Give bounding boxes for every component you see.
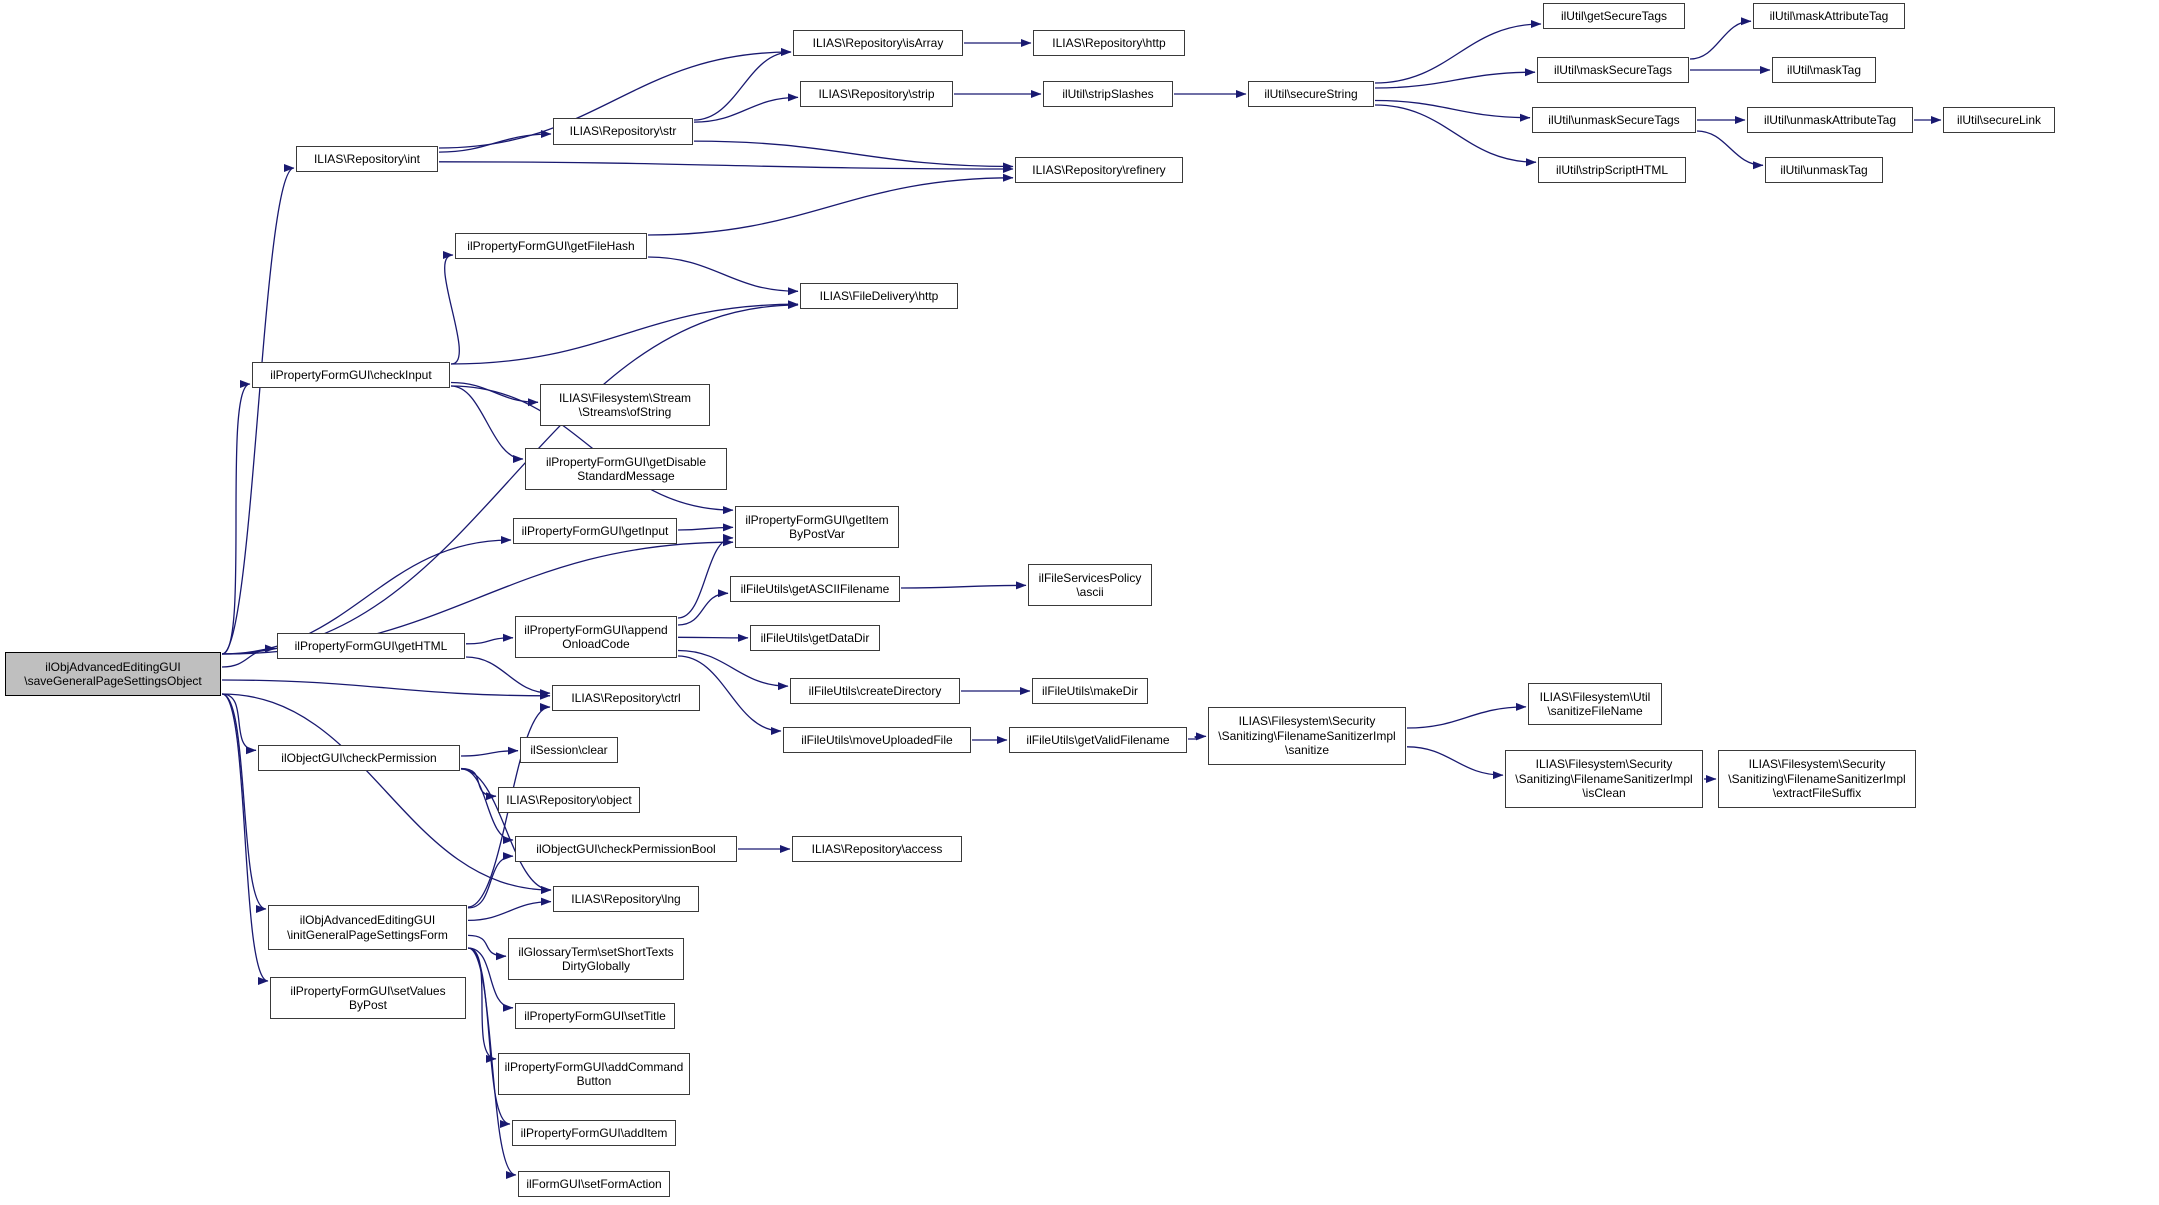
graph-node-label: ilPropertyFormGUI\getFileHash (467, 238, 635, 253)
graph-node-label: ilPropertyFormGUI\getInput (521, 523, 669, 538)
graph-node-maskattributetag[interactable] (1753, 3, 1905, 29)
graph-node-label: \Sanitizing\FilenameSanitizerImpl (1515, 771, 1693, 786)
graph-node-additem[interactable] (512, 1120, 676, 1146)
graph-node-str[interactable] (553, 118, 693, 145)
graph-node-label: ilUtil\unmaskTag (1780, 162, 1868, 177)
graph-node-label: StandardMessage (577, 469, 675, 483)
call-edge-init-to-checkpermissionbool (468, 856, 513, 908)
graph-node-label: ilFileUtils\getDataDir (760, 630, 870, 645)
graph-node-label: ilUtil\maskAttributeTag (1769, 8, 1889, 23)
call-edge-root-to-ctrl (222, 680, 550, 696)
graph-node-label: ILIAS\Filesystem\Security (1535, 757, 1673, 772)
graph-node-label: ilObjectGUI\checkPermission (281, 750, 437, 765)
graph-node-label: ILIAS\Repository\strip (818, 86, 935, 101)
call-edge-init-to-addcommandbutton (468, 948, 496, 1059)
graph-node-stripscripthtml[interactable] (1538, 157, 1686, 183)
graph-node-label: ILIAS\Repository\lng (571, 891, 681, 906)
graph-node-init[interactable] (268, 905, 467, 950)
graph-node-appendonload[interactable] (515, 616, 677, 658)
graph-node-root[interactable] (5, 652, 221, 696)
graph-node-settitle[interactable] (515, 1003, 675, 1029)
graph-node-label: ILIAS\Repository\http (1052, 35, 1166, 50)
graph-node-lng[interactable] (553, 886, 699, 912)
graph-node-securelink[interactable] (1943, 107, 2055, 133)
graph-node-checkinput[interactable] (252, 362, 450, 388)
graph-node-getdisable[interactable] (525, 448, 727, 490)
graph-node-sessionclear[interactable] (520, 737, 618, 763)
graph-node-label: ILIAS\Repository\str (569, 124, 677, 139)
graph-node-label: ilFormGUI\setFormAction (526, 1176, 662, 1191)
call-edge-appendonload-to-getasciifilename (678, 593, 728, 625)
graph-node-label: ILIAS\Repository\access (811, 841, 943, 856)
graph-node-refinery[interactable] (1015, 157, 1183, 183)
graph-node-setvaluesbypost[interactable] (270, 977, 466, 1019)
graph-node-sanitizefilename[interactable] (1528, 683, 1662, 725)
graph-node-label: ILIAS\Filesystem\Stream (558, 390, 692, 405)
call-edge-root-to-gethtml (222, 649, 275, 668)
call-edge-securestring-to-getsecuretags (1375, 24, 1541, 83)
call-edge-getvalidfilename-to-sanitize (1188, 736, 1206, 739)
graph-node-label: ilFileServicesPolicy (1038, 570, 1142, 585)
graph-node-label: DirtyGlobally (561, 959, 630, 973)
graph-node-label: ILIAS\Filesystem\Security (1748, 757, 1886, 772)
graph-node-label: OnloadCode (562, 637, 630, 651)
graph-node-label: ilUtil\secureLink (1956, 112, 2042, 127)
graph-node-label: ILIAS\FileDelivery\http (819, 288, 939, 303)
graph-node-addcommandbutton[interactable] (498, 1053, 690, 1095)
graph-node-isclean[interactable] (1505, 750, 1703, 808)
graph-node-sanitize[interactable] (1208, 707, 1406, 765)
graph-node-label: ilUtil\stripScriptHTML (1555, 162, 1668, 177)
call-edge-securestring-to-unmasksecuretags (1375, 101, 1530, 118)
graph-node-label: ilUtil\unmaskAttributeTag (1763, 112, 1897, 127)
graph-node-label: ilPropertyFormGUI\setValues (290, 983, 446, 998)
graph-node-label: ilObjectGUI\checkPermissionBool (536, 841, 716, 856)
call-edge-securestring-to-stripscripthtml (1375, 105, 1536, 162)
graph-node-label: ILIAS\Filesystem\Security (1238, 714, 1376, 729)
call-edge-gethtml-to-ctrl (466, 657, 550, 693)
graph-node-label: ilPropertyFormGUI\append (524, 622, 668, 637)
graph-node-checkpermission[interactable] (258, 745, 460, 771)
graph-node-label: ilObjAdvancedEditingGUI (299, 913, 436, 927)
call-edge-getfilehash-to-fd_http (648, 257, 798, 291)
graph-node-label: ilUtil\secureString (1264, 86, 1358, 101)
graph-node-fsp_ascii[interactable] (1028, 564, 1152, 606)
graph-node-getsecuretags[interactable] (1543, 3, 1685, 29)
graph-node-label: ilPropertyFormGUI\getHTML (294, 638, 448, 653)
call-edge-gethtml-to-appendonload (466, 638, 513, 644)
call-edge-unmasksecuretags-to-unmasktag (1697, 131, 1763, 165)
call-edge-appendonload-to-createdirectory (678, 651, 788, 687)
graph-node-masktag[interactable] (1772, 57, 1876, 83)
graph-node-label: ILIAS\Repository\isArray (812, 35, 944, 50)
graph-node-label: ByPost (348, 998, 387, 1012)
graph-node-label: ilUtil\maskTag (1786, 62, 1861, 77)
graph-node-securestring[interactable] (1248, 81, 1374, 107)
graph-node-label: ByPostVar (789, 527, 845, 541)
call-edge-init-to-setshorttexts (468, 935, 506, 956)
graph-node-stripslashes[interactable] (1043, 81, 1173, 107)
graph-node-label: ilPropertyFormGUI\getItem (745, 512, 889, 527)
call-edge-root-to-int (222, 168, 294, 654)
graph-node-label: \sanitize (1284, 743, 1330, 758)
graph-node-label: ILIAS\Repository\object (506, 792, 632, 807)
call-edge-init-to-lng (468, 902, 551, 921)
graph-node-label: ILIAS\Repository\refinery (1032, 162, 1166, 177)
graph-node-label: ILIAS\Repository\int (313, 151, 421, 166)
graph-node-getvalidfilename[interactable] (1009, 727, 1187, 753)
call-edge-checkpermission-to-sessionclear (461, 751, 518, 756)
graph-node-label: ilFileUtils\moveUploadedFile (801, 732, 953, 747)
graph-node-createdirectory[interactable] (790, 678, 960, 704)
graph-node-getdatadir[interactable] (750, 625, 880, 651)
graph-node-ctrl[interactable] (552, 685, 700, 711)
graph-node-setformaction[interactable] (518, 1171, 670, 1197)
graph-node-gethtml[interactable] (277, 633, 465, 659)
graph-node-label: ilUtil\stripSlashes (1062, 86, 1154, 101)
graph-node-repo_http[interactable] (1033, 30, 1185, 56)
graph-node-label: ilFileUtils\getValidFilename (1026, 732, 1170, 747)
call-edge-appendonload-to-getdatadir (678, 637, 748, 638)
graph-node-extractfilesuffix[interactable] (1718, 750, 1916, 808)
graph-node-setshorttexts[interactable] (508, 938, 684, 980)
graph-node-label: \isClean (1582, 786, 1626, 801)
graph-node-access[interactable] (792, 836, 962, 862)
graph-node-label: \Sanitizing\FilenameSanitizerImpl (1218, 728, 1396, 743)
call-edge-str-to-strip (694, 97, 798, 122)
graph-node-unmasksecuretags[interactable] (1532, 107, 1696, 133)
graph-node-label: \initGeneralPageSettingsForm (287, 927, 448, 942)
graph-node-label: ilObjAdvancedEditingGUI (45, 659, 181, 674)
call-edge-str-to-refinery (694, 141, 1013, 166)
graph-node-getfilehash[interactable] (455, 233, 647, 259)
graph-node-int[interactable] (296, 146, 438, 172)
graph-node-getinput[interactable] (513, 518, 677, 544)
call-edge-sanitize-to-sanitizefilename (1407, 707, 1526, 728)
call-edge-getfilehash-to-refinery (648, 178, 1013, 235)
graph-node-masksecuretags[interactable] (1537, 57, 1689, 83)
graph-node-moveuploaded[interactable] (783, 727, 971, 753)
call-edge-checkinput-to-getfilehash (445, 255, 460, 364)
graph-node-label: ilFileUtils\getASCIIFilename (740, 581, 890, 596)
graph-node-label: ilFileUtils\createDirectory (808, 683, 942, 698)
graph-node-label: ilPropertyFormGUI\addItem (520, 1125, 668, 1140)
graph-node-repo_object[interactable] (498, 787, 640, 813)
graph-node-strip[interactable] (800, 81, 953, 107)
graph-node-label: ilFileUtils\makeDir (1041, 683, 1138, 698)
call-edge-checkinput-to-ofstring (451, 383, 538, 403)
graph-node-label: ILIAS\Repository\ctrl (571, 690, 681, 705)
call-edge-masksecuretags-to-maskattributetag (1690, 21, 1751, 59)
graph-node-fd_http[interactable] (800, 283, 958, 309)
graph-node-label: Button (576, 1074, 612, 1088)
graph-node-label: \ascii (1076, 585, 1104, 599)
call-edge-sanitize-to-isclean (1407, 747, 1503, 775)
call-edge-init-to-settitle (468, 948, 513, 1008)
graph-node-label: \sanitizeFileName (1547, 704, 1643, 718)
graph-node-label: \Sanitizing\FilenameSanitizerImpl (1728, 771, 1906, 786)
graph-node-label: ilPropertyFormGUI\setTitle (524, 1008, 666, 1023)
graph-node-label: ilUtil\maskSecureTags (1553, 62, 1673, 77)
graph-node-getasciifilename[interactable] (730, 576, 900, 602)
call-edge-root-to-checkinput (222, 384, 250, 654)
graph-node-label: \Streams\ofString (578, 405, 672, 419)
graph-node-unmaskattributetag[interactable] (1747, 107, 1913, 133)
graph-node-label: ilPropertyFormGUI\addCommand (504, 1059, 684, 1074)
call-edge-root-to-init (222, 694, 266, 909)
call-edge-getinput-to-getitembypostvar (678, 527, 733, 530)
graph-node-ofstring[interactable] (540, 384, 710, 426)
graph-node-label: ilSession\clear (530, 742, 608, 757)
graph-node-label: ilPropertyFormGUI\checkInput (270, 367, 432, 382)
graph-node-label: \extractFileSuffix (1772, 786, 1862, 801)
graph-node-label: ilUtil\getSecureTags (1560, 8, 1668, 23)
graph-node-label: \saveGeneralPageSettingsObject (24, 674, 202, 688)
graph-node-checkpermissionbool[interactable] (515, 836, 737, 862)
graph-node-label: ilUtil\unmaskSecureTags (1548, 112, 1680, 127)
call-edge-checkinput-to-fd_http (451, 304, 798, 364)
graph-node-getitembypostvar[interactable] (735, 506, 899, 548)
graph-node-label: ILIAS\Filesystem\Util (1539, 689, 1651, 704)
graph-node-label: ilGlossaryTerm\setShortTexts (518, 944, 674, 959)
graph-node-unmasktag[interactable] (1765, 157, 1883, 183)
graph-node-isarray[interactable] (793, 30, 963, 56)
graph-node-label: ilPropertyFormGUI\getDisable (545, 454, 707, 469)
call-edge-getasciifilename-to-fsp_ascii (901, 585, 1026, 588)
call-edge-root-to-setvaluesbypost (222, 694, 268, 981)
graph-node-makedir[interactable] (1032, 678, 1148, 704)
